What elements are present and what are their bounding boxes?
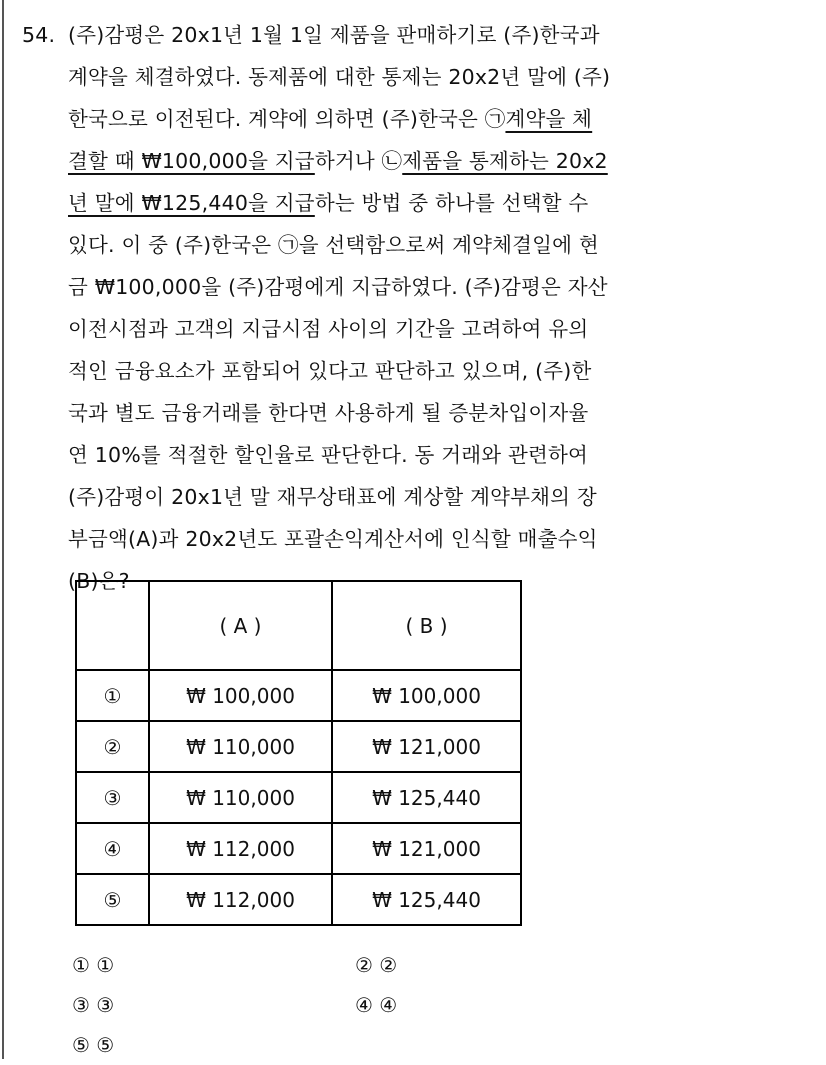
question-text: 계약을 체결하였다. 동제품에 대한 통제는 20x2년 말에 (주): [68, 65, 611, 89]
header-cell-b: ( B ): [332, 581, 521, 670]
option-number-cell: ⑤: [76, 874, 149, 925]
question-line-3: [22, 140, 802, 182]
question-text: 연 10%를 적절한 할인율로 판단한다. 동 거래와 관련하여: [68, 443, 588, 467]
value-a-cell: ₩ 100,000: [149, 670, 332, 721]
question-text: 하거나 ㉡: [314, 149, 403, 173]
underlined-text: 년 말에 ₩125,440을 지급: [68, 191, 315, 215]
question-line-12: [22, 518, 802, 560]
answer-options-table: [75, 580, 522, 926]
table-row: [76, 721, 521, 772]
option-number-cell: ④: [76, 823, 149, 874]
value-a-cell: ₩ 110,000: [149, 772, 332, 823]
table-header-row: [76, 581, 521, 670]
table-row: [76, 772, 521, 823]
question-line-11: [22, 476, 802, 518]
question-text: 있다. 이 중 (주)한국은 ㉠을 선택함으로써 계약체결일에 현: [68, 233, 599, 257]
value-b-cell: ₩ 121,000: [332, 823, 521, 874]
answer-choices: [72, 945, 638, 1065]
underlined-text: 제품을 통제하는 20x2: [402, 149, 608, 173]
option-number-cell: ①: [76, 670, 149, 721]
value-b-cell: ₩ 100,000: [332, 670, 521, 721]
value-a-cell: ₩ 112,000: [149, 823, 332, 874]
choice-row: [72, 1025, 638, 1065]
table-row: [76, 823, 521, 874]
question-line-2: [22, 98, 802, 140]
question-text: 적인 금융요소가 포함되어 있다고 판단하고 있으며, (주)한: [68, 359, 592, 383]
choice-row: [72, 945, 638, 985]
option-number-cell: ②: [76, 721, 149, 772]
question-text: 한국으로 이전된다. 계약에 의하면 (주)한국은 ㉠: [68, 107, 506, 131]
choice-5[interactable]: ⑤ ⑤: [72, 1033, 115, 1057]
underlined-text: 계약을 체: [505, 107, 593, 131]
question-line-5: [22, 224, 802, 266]
value-a-cell: ₩ 112,000: [149, 874, 332, 925]
value-b-cell: ₩ 125,440: [332, 874, 521, 925]
value-b-cell: ₩ 121,000: [332, 721, 521, 772]
value-a-cell: ₩ 110,000: [149, 721, 332, 772]
header-cell-a: ( A ): [149, 581, 332, 670]
header-cell-number: [76, 581, 149, 670]
question-line-8: [22, 350, 802, 392]
table-row: [76, 874, 521, 925]
question-line-1: [22, 56, 802, 98]
choice-4[interactable]: ④ ④: [355, 993, 398, 1017]
choice-3[interactable]: ③ ③: [72, 993, 115, 1017]
question-text: 부금액(A)과 20x2년도 포괄손익계산서에 인식할 매출수익: [68, 527, 598, 551]
question-line-7: [22, 308, 802, 350]
question-line-10: [22, 434, 802, 476]
question-text: 국과 별도 금융거래를 한다면 사용하게 될 증분차입이자율: [68, 401, 589, 425]
question-text: 금 ₩100,000을 (주)감평에게 지급하였다. (주)감평은 자산: [68, 275, 608, 299]
option-number-cell: ③: [76, 772, 149, 823]
question-text: (B)은?: [68, 569, 130, 593]
question-line-9: [22, 392, 802, 434]
question-line-4: [22, 182, 802, 224]
question-text: (주)감평은 20x1년 1월 1일 제품을 판매하기로 (주)한국과: [68, 23, 600, 47]
value-b-cell: ₩ 125,440: [332, 772, 521, 823]
question-text: 하는 방법 중 하나를 선택할 수: [314, 191, 589, 215]
choice-1[interactable]: ① ①: [72, 953, 115, 977]
underlined-text: 결할 때 ₩100,000을 지급: [68, 149, 315, 173]
question-line-6: [22, 266, 802, 308]
question-text: (주)감평이 20x1년 말 재무상태표에 계상할 계약부채의 장: [68, 485, 597, 509]
choice-row: [72, 985, 638, 1025]
question-block: [22, 14, 802, 602]
question-text: 이전시점과 고객의 지급시점 사이의 기간을 고려하여 유의: [68, 317, 589, 341]
question-number: 54.: [22, 23, 56, 47]
choice-2[interactable]: ② ②: [355, 953, 398, 977]
question-line-0: [22, 14, 802, 56]
table-row: [76, 670, 521, 721]
page-left-border: [2, 0, 4, 1059]
